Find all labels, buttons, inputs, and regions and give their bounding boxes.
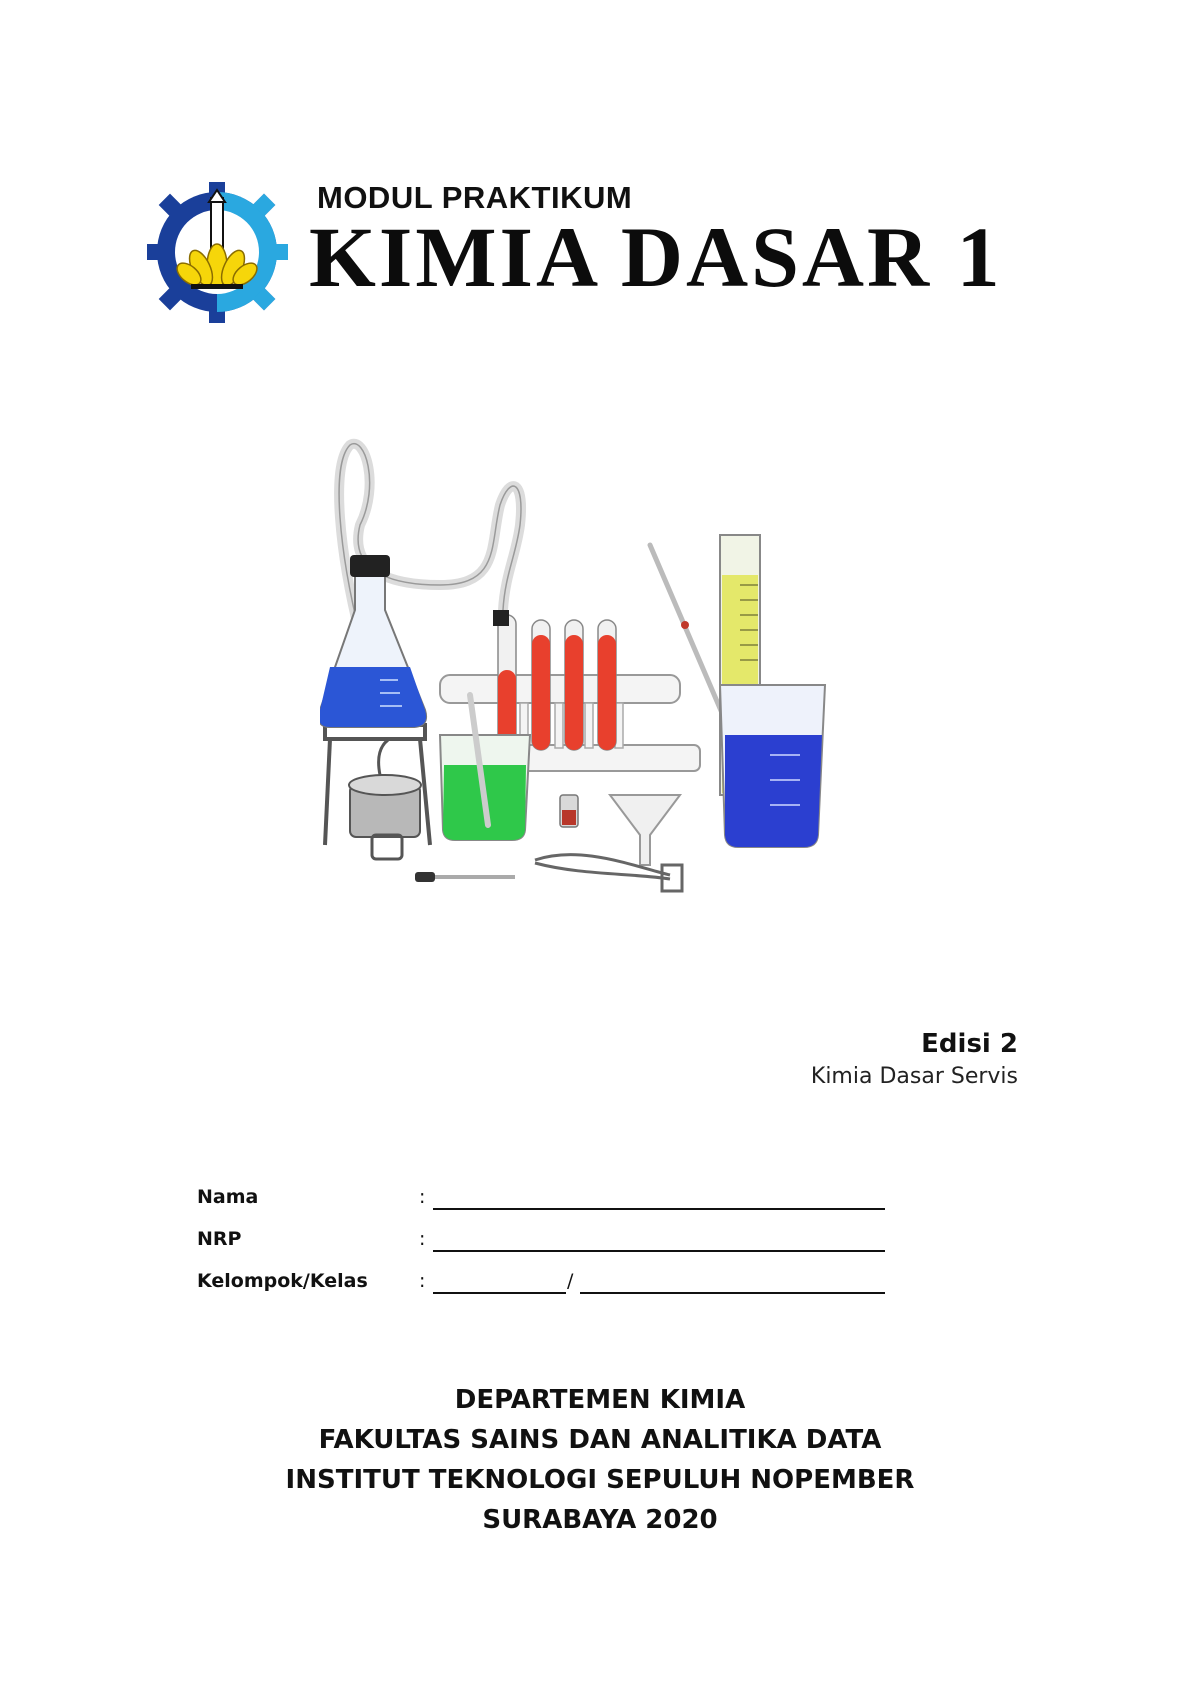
edition-label: Edisi 2	[921, 1029, 1018, 1059]
edition-block	[811, 1027, 1018, 1093]
edition-subtitle: Kimia Dasar Servis	[810, 1064, 1018, 1090]
field-label-nrp: NRP	[197, 1228, 242, 1250]
kelompok-blank-line[interactable]	[433, 1292, 566, 1294]
form-row-nama	[197, 1178, 917, 1220]
kelas-blank-line[interactable]	[580, 1292, 885, 1294]
city-year-line: SURABAYA 2020	[482, 1505, 718, 1535]
field-colon: :	[419, 1186, 426, 1208]
department-line: DEPARTEMEN KIMIA	[454, 1385, 746, 1415]
module-title: KIMIA DASAR 1	[309, 209, 1003, 305]
field-label-kelompok-kelas: Kelompok/Kelas	[197, 1270, 368, 1292]
field-colon: :	[419, 1270, 426, 1292]
faculty-line: FAKULTAS SAINS DAN ANALITIKA DATA	[318, 1425, 882, 1455]
form-row-kelompok-kelas	[197, 1262, 917, 1304]
field-label-nama: Nama	[197, 1186, 259, 1208]
institution-block	[0, 1380, 1200, 1540]
title-block	[145, 180, 1065, 330]
field-separator: /	[567, 1270, 574, 1292]
form-row-nrp	[197, 1220, 917, 1262]
nama-blank-line[interactable]	[433, 1208, 885, 1210]
its-logo-icon	[145, 180, 290, 325]
lab-glassware-illustration	[320, 435, 880, 925]
student-info-form	[197, 1178, 917, 1304]
module-subtitle: MODUL PRAKTIKUM	[317, 180, 633, 215]
field-colon: :	[419, 1228, 426, 1250]
institute-line: INSTITUT TEKNOLOGI SEPULUH NOPEMBER	[285, 1465, 915, 1495]
nrp-blank-line[interactable]	[433, 1250, 885, 1252]
